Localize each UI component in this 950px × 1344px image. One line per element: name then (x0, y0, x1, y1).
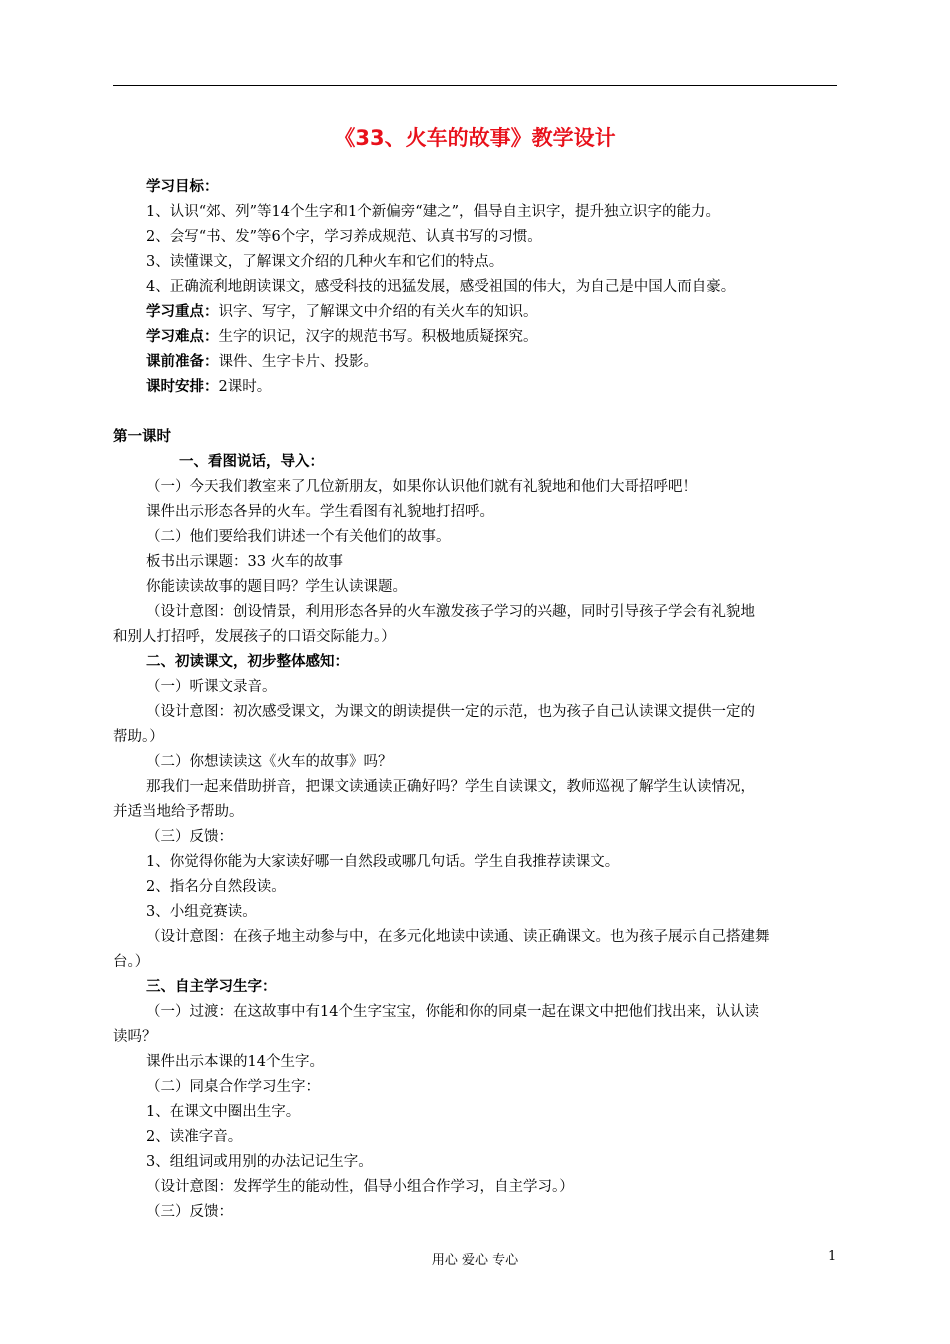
meta-label: 课时安排： (146, 379, 219, 395)
paragraph-line: 那我们一起来借助拼音，把课文读通读正确好吗？学生自读课文，教师巡视了解学生认读情况， (146, 779, 755, 795)
section-heading: 三、自主学习生字： (146, 979, 277, 995)
paragraph-line: （一）听课文录音。 (146, 679, 277, 695)
paragraph-line: （二）你想读读这《火车的故事》吗？ (146, 754, 393, 770)
paragraph-line: 读吗？ (113, 1029, 157, 1045)
paragraph-line: 课件出示本课的14个生字。 (146, 1054, 324, 1070)
meta-text: 2课时。 (218, 379, 272, 395)
paragraph-line: （设计意图：在孩子地主动参与中，在多元化地读中读通、读正确课文。也为孩子展示自己搭建舞 (146, 929, 770, 945)
paragraph-line: 1、在课文中圈出生字。 (146, 1104, 301, 1120)
footer-motto: 用心 爱心 专心 (431, 1253, 519, 1268)
paragraph-line: （二）同桌合作学习生字： (146, 1079, 320, 1095)
meta-label: 学习难点： (146, 329, 219, 345)
paragraph-line: 和别人打招呼，发展孩子的口语交际能力。） (113, 629, 396, 645)
meta-difficulty (146, 326, 538, 348)
objectives-heading: 学习目标： (146, 179, 219, 195)
header-rule (113, 85, 837, 86)
meta-focus (146, 301, 538, 323)
section-heading: 一、看图说话，导入： (179, 454, 324, 470)
paragraph-line: （设计意图：创设情景，利用形态各异的火车激发孩子学习的兴趣，同时引导孩子学会有礼貌地 (146, 604, 755, 620)
objective-item: 3、读懂课文，了解课文介绍的几种火车和它们的特点。 (146, 254, 504, 270)
meta-text: 识字、写字，了解课文中介绍的有关火车的知识。 (218, 304, 538, 320)
page-number: 1 (828, 1249, 837, 1264)
paragraph-line: 2、读准字音。 (146, 1129, 243, 1145)
paragraph-line: 1、你觉得你能为大家读好哪一自然段或哪几句话。学生自我推荐读课文。 (146, 854, 620, 870)
paragraph-line: 并适当地给予帮助。 (113, 804, 244, 820)
document-title: 《33、火车的故事》教学设计 (334, 126, 616, 150)
paragraph-line: 你能读读故事的题目吗？学生认读课题。 (146, 579, 407, 595)
objective-item: 4、正确流利地朗读课文，感受科技的迅猛发展，感受祖国的伟大，为自己是中国人而自豪。 (146, 279, 736, 295)
paragraph-line: （三）反馈： (146, 829, 233, 845)
lesson-heading: 第一课时 (113, 429, 171, 445)
section-heading: 二、初读课文，初步整体感知： (146, 654, 349, 670)
paragraph-line: （设计意图：发挥学生的能动性，倡导小组合作学习，自主学习。） (146, 1179, 574, 1195)
meta-label: 课前准备： (146, 354, 219, 370)
paragraph-line: （设计意图：初次感受课文，为课文的朗读提供一定的示范，也为孩子自己认读课文提供一定的 (146, 704, 755, 720)
paragraph-line: 3、组组词或用别的办法记记生字。 (146, 1154, 373, 1170)
paragraph-line: 帮助。） (113, 729, 164, 745)
paragraph-line: 2、指名分自然段读。 (146, 879, 286, 895)
meta-text: 课件、生字卡片、投影。 (218, 354, 378, 370)
paragraph-line: 课件出示形态各异的火车。学生看图有礼貌地打招呼。 (146, 504, 494, 520)
meta-text: 生字的识记，汉字的规范书写。积极地质疑探究。 (218, 329, 538, 345)
paragraph-line: （二）他们要给我们讲述一个有关他们的故事。 (146, 529, 451, 545)
paragraph-line: （一）今天我们教室来了几位新朋友，如果你认识他们就有礼貌地和他们大哥招呼吧！ (146, 479, 697, 495)
objective-item: 1、认识“郊、列”等14个生字和1个新偏旁“建之”，倡导自主识字，提升独立识字的能力。 (146, 204, 721, 220)
objective-item: 2、会写“书、发”等6个字，学习养成规范、认真书写的习惯。 (146, 229, 542, 245)
paragraph-line: （一）过渡：在这故事中有14个生字宝宝，你能和你的同桌一起在课文中把他们找出来，认认读 (146, 1004, 759, 1020)
paragraph-line: 板书出示课题：33 火车的故事 (146, 554, 344, 570)
meta-schedule (146, 376, 271, 398)
paragraph-line: 3、小组竞赛读。 (146, 904, 257, 920)
meta-label: 学习重点： (146, 304, 219, 320)
paragraph-line: （三）反馈： (146, 1204, 233, 1220)
meta-preparation (146, 351, 378, 373)
paragraph-line: 台。） (113, 954, 150, 970)
